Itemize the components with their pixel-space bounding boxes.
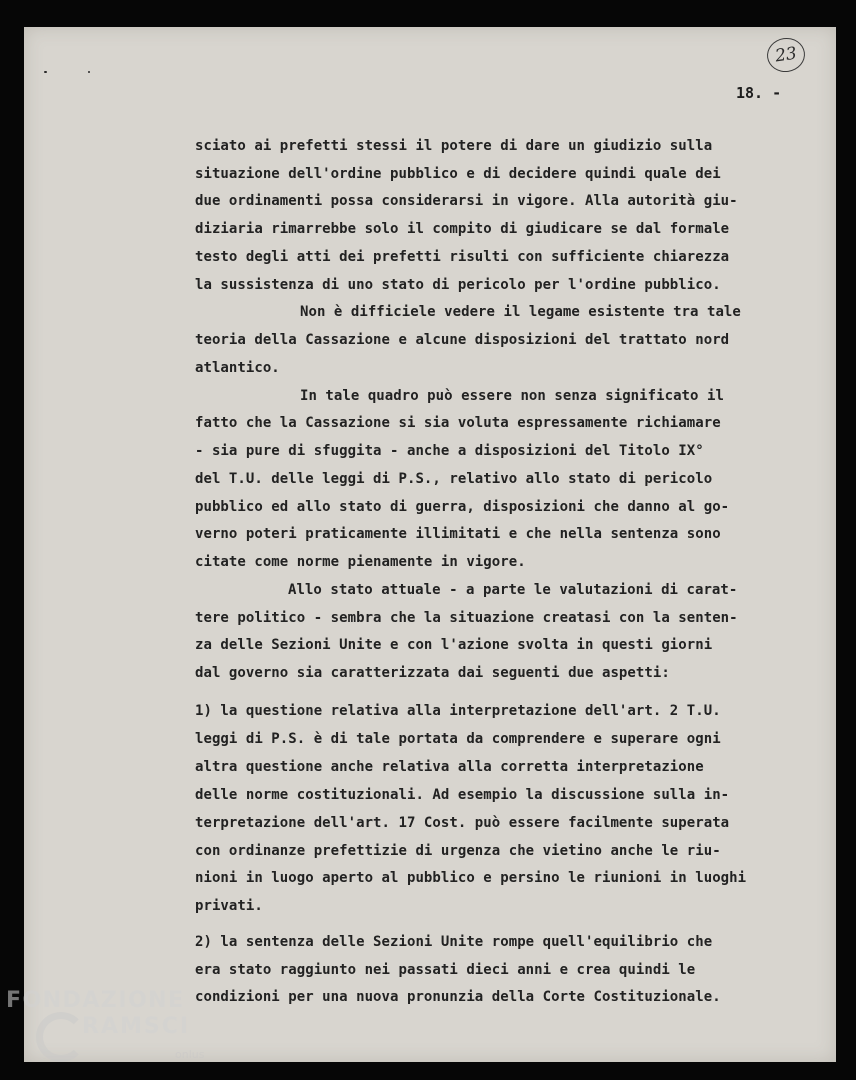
text-line: diziaria rimarrebbe solo il compito di giudicare se dal formale	[195, 221, 730, 237]
watermark-logo	[0, 984, 260, 1080]
archive-number-stamp: 23	[765, 36, 807, 75]
text-line: atlantico.	[195, 360, 280, 376]
text-line: Non è difficiele vedere il legame esistente tra tale	[300, 304, 741, 320]
text-line: leggi di P.S. è di tale portata da comprendere e superare ogni	[195, 731, 721, 747]
text-line: altra questione anche relativa alla corretta interpretazione	[195, 759, 704, 775]
text-line: condizioni per una nuova pronunzia della Corte Costituzionale.	[195, 989, 721, 1005]
text-line: terpretazione dell'art. 17 Cost. può essere facilmente superata	[195, 815, 730, 831]
text-line: 1) la questione relativa alla interpretazione dell'art. 2 T.U.	[195, 703, 721, 719]
text-line: nioni in luogo aperto al pubblico e persino le riunioni in luoghi	[195, 870, 747, 886]
text-line: del T.U. delle leggi di P.S., relativo allo stato di pericolo	[195, 471, 713, 487]
watermark-text-gramsci: RAMSCI	[82, 1014, 191, 1039]
watermark-g-icon	[36, 1012, 86, 1062]
text-line: - sia pure di sfuggita - anche a disposizioni del Titolo IX°	[195, 443, 704, 459]
page-number: 18. -	[736, 84, 782, 102]
text-line: sciato ai prefetti stessi il potere di dare un giudizio sulla	[195, 138, 713, 154]
text-line: verno poteri praticamente illimitati e che nella sentenza sono	[195, 526, 721, 542]
text-line: tere politico - sembra che la situazione creatasi con la senten-	[195, 610, 738, 626]
watermark-text-fondazione: FONDAZIONE	[6, 988, 185, 1013]
ink-speck	[44, 71, 47, 73]
text-line: pubblico ed allo stato di guerra, disposizioni che danno al go-	[195, 499, 730, 515]
text-line: delle norme costituzionali. Ad esempio la discussione sulla in-	[195, 787, 730, 803]
watermark-text-onlus: onlus	[175, 1048, 205, 1061]
text-line: privati.	[195, 898, 263, 914]
text-line: era stato raggiunto nei passati dieci anni e crea quindi le	[195, 962, 696, 978]
text-line: teoria della Cassazione e alcune disposizioni del trattato nord	[195, 332, 730, 348]
text-line: due ordinamenti possa considerarsi in vigore. Alla autorità giu-	[195, 193, 738, 209]
text-line: con ordinanze prefettizie di urgenza che vietino anche le riu-	[195, 843, 721, 859]
text-line: fatto che la Cassazione si sia voluta espressamente richiamare	[195, 415, 721, 431]
ink-speck	[88, 71, 90, 73]
text-line: za delle Sezioni Unite e con l'azione svolta in questi giorni	[195, 637, 713, 653]
text-line: testo degli atti dei prefetti risulti con sufficiente chiarezza	[195, 249, 730, 265]
text-line: situazione dell'ordine pubblico e di decidere quindi quale dei	[195, 166, 721, 182]
text-line: Allo stato attuale - a parte le valutazioni di carat-	[288, 582, 738, 598]
text-line: 2) la sentenza delle Sezioni Unite rompe quell'equilibrio che	[195, 934, 713, 950]
text-line: dal governo sia caratterizzata dai seguenti due aspetti:	[195, 665, 670, 681]
text-line: citate come norme pienamente in vigore.	[195, 554, 526, 570]
text-line: la sussistenza di uno stato di pericolo per l'ordine pubblico.	[195, 277, 721, 293]
text-line: In tale quadro può essere non senza significato il	[300, 388, 724, 404]
